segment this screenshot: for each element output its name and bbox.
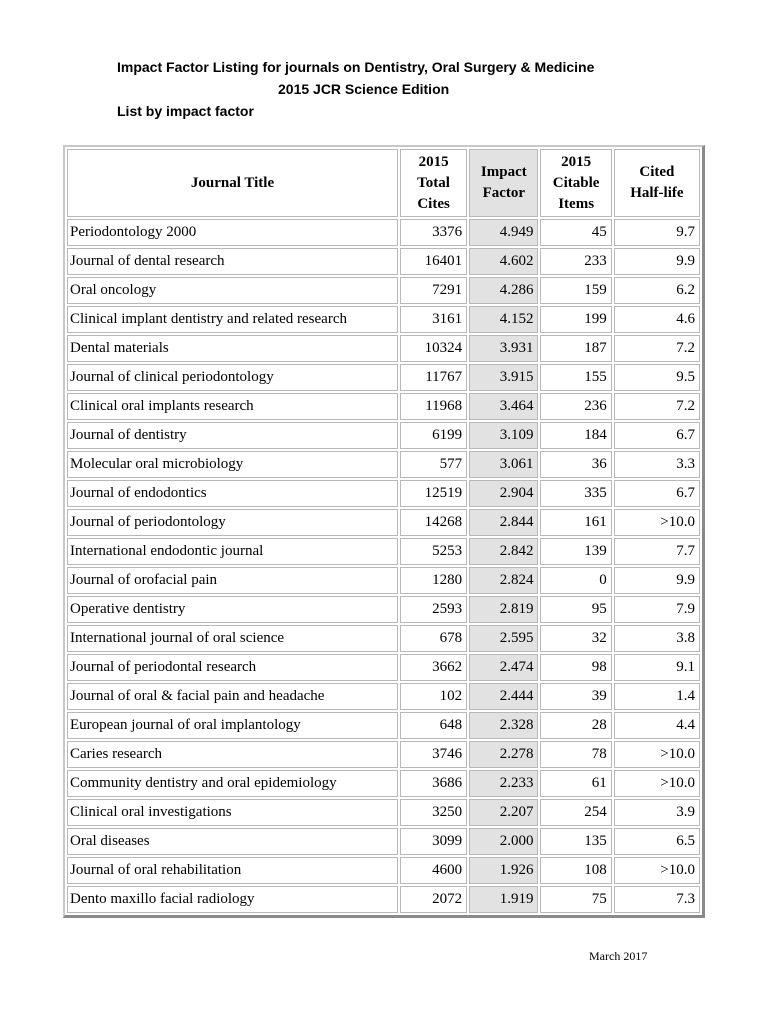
- cell-journal-title: Clinical oral implants research: [67, 393, 398, 420]
- header-total-cites-line: 2015: [418, 153, 449, 170]
- cell-impact-factor: 3.109: [469, 422, 538, 449]
- cell-cited-half-life: 7.9: [614, 596, 700, 623]
- header-citable-items-line: Items: [558, 195, 595, 212]
- cell-journal-title: Journal of clinical periodontology: [67, 364, 398, 391]
- cell-cited-half-life: 7.3: [614, 886, 700, 913]
- header-citable-items: [540, 149, 611, 217]
- cell-impact-factor: 2.904: [469, 480, 538, 507]
- list-subtitle: List by impact factor: [117, 103, 254, 119]
- cell-impact-factor: 2.824: [469, 567, 538, 594]
- cell-cited-half-life: 6.5: [614, 828, 700, 855]
- cell-total-cites: 102: [400, 683, 467, 710]
- cell-total-cites: 7291: [400, 277, 467, 304]
- cell-citable-items: 45: [540, 219, 611, 246]
- cell-cited-half-life: 9.1: [614, 654, 700, 681]
- document-header: [0, 56, 768, 122]
- cell-total-cites: 10324: [400, 335, 467, 362]
- table-row: [67, 567, 700, 594]
- cell-impact-factor: 4.286: [469, 277, 538, 304]
- cell-cited-half-life: 7.7: [614, 538, 700, 565]
- cell-journal-title: Journal of oral rehabilitation: [67, 857, 398, 884]
- cell-total-cites: 577: [400, 451, 467, 478]
- cell-impact-factor: 2.233: [469, 770, 538, 797]
- cell-cited-half-life: >10.0: [614, 509, 700, 536]
- cell-total-cites: 4600: [400, 857, 467, 884]
- cell-journal-title: International endodontic journal: [67, 538, 398, 565]
- cell-impact-factor: 2.819: [469, 596, 538, 623]
- footer-date: March 2017: [589, 949, 648, 963]
- cell-journal-title: Journal of periodontology: [67, 509, 398, 536]
- cell-impact-factor: 2.842: [469, 538, 538, 565]
- cell-total-cites: 11767: [400, 364, 467, 391]
- cell-citable-items: 187: [540, 335, 611, 362]
- table-row: [67, 828, 700, 855]
- cell-total-cites: 3376: [400, 219, 467, 246]
- cell-journal-title: Operative dentistry: [67, 596, 398, 623]
- cell-citable-items: 161: [540, 509, 611, 536]
- cell-total-cites: 6199: [400, 422, 467, 449]
- cell-cited-half-life: 1.4: [614, 683, 700, 710]
- cell-journal-title: Clinical oral investigations: [67, 799, 398, 826]
- table-row: [67, 596, 700, 623]
- cell-journal-title: Molecular oral microbiology: [67, 451, 398, 478]
- impact-factor-table: [65, 147, 702, 915]
- cell-impact-factor: 4.152: [469, 306, 538, 333]
- cell-total-cites: 3662: [400, 654, 467, 681]
- cell-cited-half-life: >10.0: [614, 741, 700, 768]
- table-row: [67, 219, 700, 246]
- cell-journal-title: Journal of oral & facial pain and headache: [67, 683, 398, 710]
- cell-journal-title: Oral diseases: [67, 828, 398, 855]
- table-row: [67, 625, 700, 652]
- cell-citable-items: 155: [540, 364, 611, 391]
- cell-impact-factor: 2.444: [469, 683, 538, 710]
- table-row: [67, 393, 700, 420]
- cell-citable-items: 108: [540, 857, 611, 884]
- table-row: [67, 857, 700, 884]
- cell-impact-factor: 1.919: [469, 886, 538, 913]
- cell-journal-title: Journal of dentistry: [67, 422, 398, 449]
- cell-cited-half-life: 3.3: [614, 451, 700, 478]
- table-row: [67, 422, 700, 449]
- table-row: [67, 538, 700, 565]
- cell-total-cites: 1280: [400, 567, 467, 594]
- cell-impact-factor: 3.931: [469, 335, 538, 362]
- cell-journal-title: Dental materials: [67, 335, 398, 362]
- cell-citable-items: 61: [540, 770, 611, 797]
- cell-impact-factor: 4.602: [469, 248, 538, 275]
- cell-journal-title: European journal of oral implantology: [67, 712, 398, 739]
- cell-impact-factor: 2.474: [469, 654, 538, 681]
- cell-journal-title: Periodontology 2000: [67, 219, 398, 246]
- cell-citable-items: 98: [540, 654, 611, 681]
- cell-citable-items: 95: [540, 596, 611, 623]
- table-row: [67, 306, 700, 333]
- header-citable-items-line: 2015: [561, 153, 592, 170]
- table-row: [67, 451, 700, 478]
- header-impact-factor-line: Factor: [482, 185, 526, 201]
- cell-impact-factor: 4.949: [469, 219, 538, 246]
- cell-total-cites: 5253: [400, 538, 467, 565]
- cell-impact-factor: 3.464: [469, 393, 538, 420]
- cell-citable-items: 75: [540, 886, 611, 913]
- header-total-cites-line: Cites: [417, 195, 450, 212]
- cell-journal-title: Dento maxillo facial radiology: [67, 886, 398, 913]
- cell-cited-half-life: 6.2: [614, 277, 700, 304]
- cell-journal-title: International journal of oral science: [67, 625, 398, 652]
- table-row: [67, 683, 700, 710]
- table-body: [67, 219, 700, 913]
- cell-cited-half-life: 9.7: [614, 219, 700, 246]
- cell-citable-items: 233: [540, 248, 611, 275]
- cell-total-cites: 3161: [400, 306, 467, 333]
- cell-citable-items: 32: [540, 625, 611, 652]
- impact-factor-table-frame: [63, 145, 705, 918]
- header-cited-half-life: [614, 149, 700, 217]
- cell-total-cites: 3099: [400, 828, 467, 855]
- cell-total-cites: 3686: [400, 770, 467, 797]
- cell-impact-factor: 2.595: [469, 625, 538, 652]
- header-total-cites: [400, 149, 467, 217]
- header-impact-factor: [469, 149, 538, 217]
- cell-cited-half-life: 7.2: [614, 393, 700, 420]
- table-row: [67, 335, 700, 362]
- header-journal-title: Journal Title: [67, 149, 398, 217]
- cell-impact-factor: 3.061: [469, 451, 538, 478]
- cell-citable-items: 78: [540, 741, 611, 768]
- cell-citable-items: 135: [540, 828, 611, 855]
- table-row: [67, 770, 700, 797]
- cell-journal-title: Journal of endodontics: [67, 480, 398, 507]
- cell-cited-half-life: 9.9: [614, 567, 700, 594]
- cell-cited-half-life: 4.6: [614, 306, 700, 333]
- cell-impact-factor: 1.926: [469, 857, 538, 884]
- cell-cited-half-life: >10.0: [614, 770, 700, 797]
- header-impact-factor-line: Impact: [480, 164, 527, 180]
- table-row: [67, 741, 700, 768]
- cell-citable-items: 184: [540, 422, 611, 449]
- header-cited-half-life-line: Cited: [639, 164, 675, 180]
- table-header-row: [67, 149, 700, 217]
- cell-journal-title: Journal of periodontal research: [67, 654, 398, 681]
- cell-total-cites: 3250: [400, 799, 467, 826]
- cell-journal-title: Oral oncology: [67, 277, 398, 304]
- cell-total-cites: 2593: [400, 596, 467, 623]
- cell-total-cites: 14268: [400, 509, 467, 536]
- cell-journal-title: Journal of orofacial pain: [67, 567, 398, 594]
- edition-label: 2015 JCR Science Edition: [278, 81, 450, 97]
- document-title: Impact Factor Listing for journals on Dentistry, Oral Surgery & Medicine: [117, 59, 595, 75]
- cell-journal-title: Journal of dental research: [67, 248, 398, 275]
- cell-impact-factor: 2.278: [469, 741, 538, 768]
- cell-journal-title: Clinical implant dentistry and related research: [67, 306, 398, 333]
- table-row: [67, 248, 700, 275]
- table-row: [67, 480, 700, 507]
- cell-citable-items: 39: [540, 683, 611, 710]
- header-citable-items-line: Citable: [552, 174, 600, 191]
- table-row: [67, 799, 700, 826]
- cell-cited-half-life: 9.9: [614, 248, 700, 275]
- cell-cited-half-life: 7.2: [614, 335, 700, 362]
- table-row: [67, 712, 700, 739]
- cell-citable-items: 199: [540, 306, 611, 333]
- table-row: [67, 364, 700, 391]
- cell-total-cites: 648: [400, 712, 467, 739]
- cell-cited-half-life: 9.5: [614, 364, 700, 391]
- header-cited-half-life-line: Half-life: [630, 185, 684, 201]
- cell-total-cites: 12519: [400, 480, 467, 507]
- cell-cited-half-life: 6.7: [614, 422, 700, 449]
- cell-cited-half-life: 3.9: [614, 799, 700, 826]
- header-total-cites-line: Total: [417, 174, 450, 191]
- cell-total-cites: 3746: [400, 741, 467, 768]
- cell-citable-items: 28: [540, 712, 611, 739]
- cell-cited-half-life: 6.7: [614, 480, 700, 507]
- cell-cited-half-life: 3.8: [614, 625, 700, 652]
- cell-impact-factor: 2.000: [469, 828, 538, 855]
- cell-impact-factor: 2.207: [469, 799, 538, 826]
- cell-journal-title: Community dentistry and oral epidemiology: [67, 770, 398, 797]
- table-row: [67, 886, 700, 913]
- cell-cited-half-life: >10.0: [614, 857, 700, 884]
- cell-total-cites: 2072: [400, 886, 467, 913]
- cell-total-cites: 11968: [400, 393, 467, 420]
- cell-total-cites: 678: [400, 625, 467, 652]
- cell-impact-factor: 2.844: [469, 509, 538, 536]
- table-row: [67, 509, 700, 536]
- table-row: [67, 277, 700, 304]
- cell-citable-items: 254: [540, 799, 611, 826]
- cell-citable-items: 0: [540, 567, 611, 594]
- cell-total-cites: 16401: [400, 248, 467, 275]
- cell-citable-items: 139: [540, 538, 611, 565]
- cell-journal-title: Caries research: [67, 741, 398, 768]
- table-row: [67, 654, 700, 681]
- cell-citable-items: 236: [540, 393, 611, 420]
- cell-impact-factor: 3.915: [469, 364, 538, 391]
- cell-cited-half-life: 4.4: [614, 712, 700, 739]
- cell-citable-items: 335: [540, 480, 611, 507]
- cell-citable-items: 36: [540, 451, 611, 478]
- cell-impact-factor: 2.328: [469, 712, 538, 739]
- cell-citable-items: 159: [540, 277, 611, 304]
